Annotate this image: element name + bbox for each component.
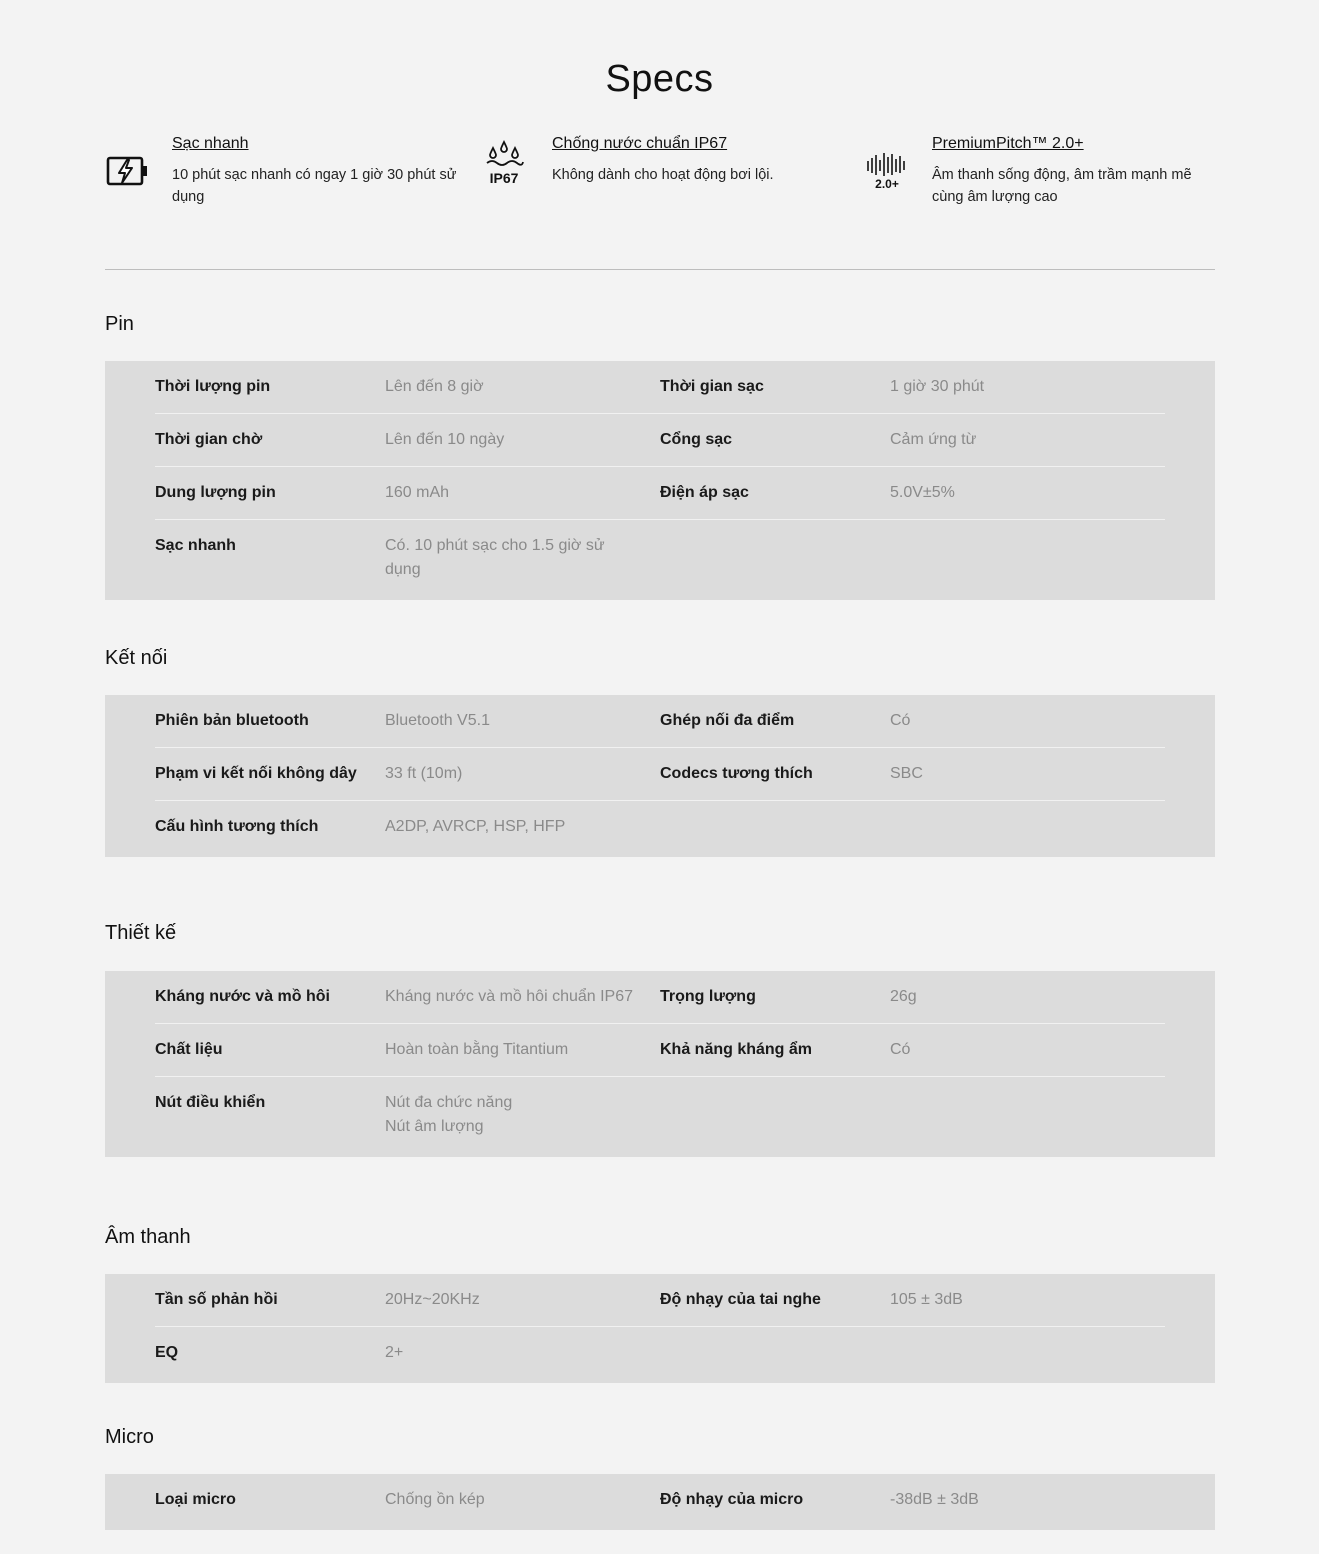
spec-value [385,375,660,399]
spec-label: EQ [155,1344,179,1361]
spec-value [890,1488,1165,1512]
spec-row [155,971,1165,1024]
feature-title[interactable]: Sạc nhanh [172,135,249,152]
spec-row [155,748,1165,801]
feature-desc: Không dành cho hoạt động bơi lội. [552,167,774,183]
spec-table [105,695,1215,857]
spec-value [890,375,1165,399]
spec-label: Phạm vi kết nối không dây [155,765,357,782]
spec-label: Tần số phản hồi [155,1291,278,1308]
spec-value-line: Kháng nước và mồ hôi chuẩn IP67 [385,988,634,1005]
section-title: Pin [105,313,134,335]
spec-label: Nút điều khiển [155,1094,266,1111]
spec-value [890,762,1165,786]
feature-fast-charge [105,133,455,213]
spec-value-line: Nút âm lượng [385,1118,484,1135]
spec-row [155,1274,1165,1327]
spec-value [385,481,660,505]
spec-value [385,762,660,786]
section-title: Kết nối [105,647,168,669]
section-title: Micro [105,1426,154,1448]
spec-value-line: 33 ft (10m) [385,765,463,782]
spec-value [385,1091,660,1139]
spec-label: Cấu hình tương thích [155,818,319,835]
spec-value [385,534,660,582]
spec-label: Sạc nhanh [155,537,236,554]
spec-label: Độ nhạy của tai nghe [660,1291,821,1308]
premium-pitch-icon [865,151,915,191]
feature-desc: Âm thanh sống động, âm trầm mạnh mẽ cùng âm lượng cao [932,167,1192,205]
spec-value-line: SBC [890,765,923,782]
spec-value-line: Chống ồn kép [385,1491,485,1508]
spec-label: Chất liệu [155,1041,223,1058]
spec-label: Thời gian sạc [660,378,764,395]
spec-label: Điện áp sạc [660,484,749,501]
spec-row [155,361,1165,414]
spec-value-line: Cảm ứng từ [890,431,977,448]
spec-value-line: Có. 10 phút sạc cho 1.5 giờ sử dụng [385,537,605,578]
page-title: Specs [605,58,714,100]
spec-value [385,1038,660,1062]
spec-label: Codecs tương thích [660,765,813,782]
spec-row [155,1474,1165,1530]
spec-value-line: Có [890,1041,911,1058]
spec-value-line: 26g [890,988,917,1005]
pitch-label: 2.0+ [875,177,899,191]
spec-value [890,428,1165,452]
divider [105,269,1215,270]
spec-value-line: A2DP, AVRCP, HSP, HFP [385,818,566,835]
spec-row [155,414,1165,467]
spec-value-line: 2+ [385,1344,404,1361]
spec-value [890,1038,1165,1062]
spec-label: Thời gian chờ [155,431,263,448]
spec-table [105,971,1215,1157]
spec-row [155,695,1165,748]
spec-table [105,1274,1215,1383]
spec-value [385,1341,660,1365]
spec-value-line: Lên đến 8 giờ [385,378,484,395]
fast-charge-icon [105,153,155,193]
ip67-label: IP67 [489,170,519,186]
spec-value-line: Bluetooth V5.1 [385,712,490,729]
spec-label: Phiên bản bluetooth [155,712,309,729]
spec-table [105,1474,1215,1530]
spec-value-line: 1 giờ 30 phút [890,378,985,395]
spec-value-line: Lên đến 10 ngày [385,431,505,448]
spec-value [890,709,1165,733]
spec-value-line: 105 ± 3dB [890,1291,963,1308]
spec-value [385,709,660,733]
spec-label: Dung lượng pin [155,484,276,501]
spec-value-line: 20Hz~20KHz [385,1291,480,1308]
feature-premium-pitch [865,133,1215,213]
ip67-water-icon [485,139,535,186]
spec-value-line: Hoàn toàn bằng Titantium [385,1041,569,1058]
spec-value-line: 160 mAh [385,484,450,501]
feature-desc: 10 phút sạc nhanh có ngay 1 giờ 30 phút sử dụng [172,167,457,205]
spec-value-line: 5.0V±5% [890,484,955,501]
spec-value [385,1488,660,1512]
feature-title[interactable]: PremiumPitch™ 2.0+ [932,135,1084,152]
spec-row [155,801,1165,857]
spec-value [385,985,660,1009]
feature-highlights [105,133,1215,213]
spec-value-line: Có [890,712,911,729]
spec-row [155,467,1165,520]
spec-row [155,520,1165,600]
spec-label: Trọng lượng [660,988,756,1005]
spec-value-line: -38dB ± 3dB [890,1491,979,1508]
feature-title[interactable]: Chống nước chuẩn IP67 [552,135,728,152]
spec-row [155,1327,1165,1383]
section-title: Thiết kế [105,922,177,944]
spec-label: Cổng sạc [660,431,733,448]
feature-ip67 [485,133,835,213]
spec-label: Ghép nối đa điểm [660,712,795,729]
spec-value [890,985,1165,1009]
spec-label: Kháng nước và mồ hôi [155,988,330,1005]
spec-row [155,1077,1165,1157]
spec-label: Độ nhạy của micro [660,1491,804,1508]
spec-row [155,1024,1165,1077]
spec-label: Loại micro [155,1491,236,1508]
spec-label: Thời lượng pin [155,378,271,395]
spec-value [890,481,1165,505]
section-title: Âm thanh [105,1226,191,1248]
spec-value [890,1288,1165,1312]
spec-table [105,361,1215,600]
spec-label: Khả năng kháng ẩm [660,1041,813,1058]
spec-value [385,815,660,839]
spec-value [385,1288,660,1312]
spec-value [385,428,660,452]
spec-value-line: Nút đa chức năng [385,1094,513,1111]
